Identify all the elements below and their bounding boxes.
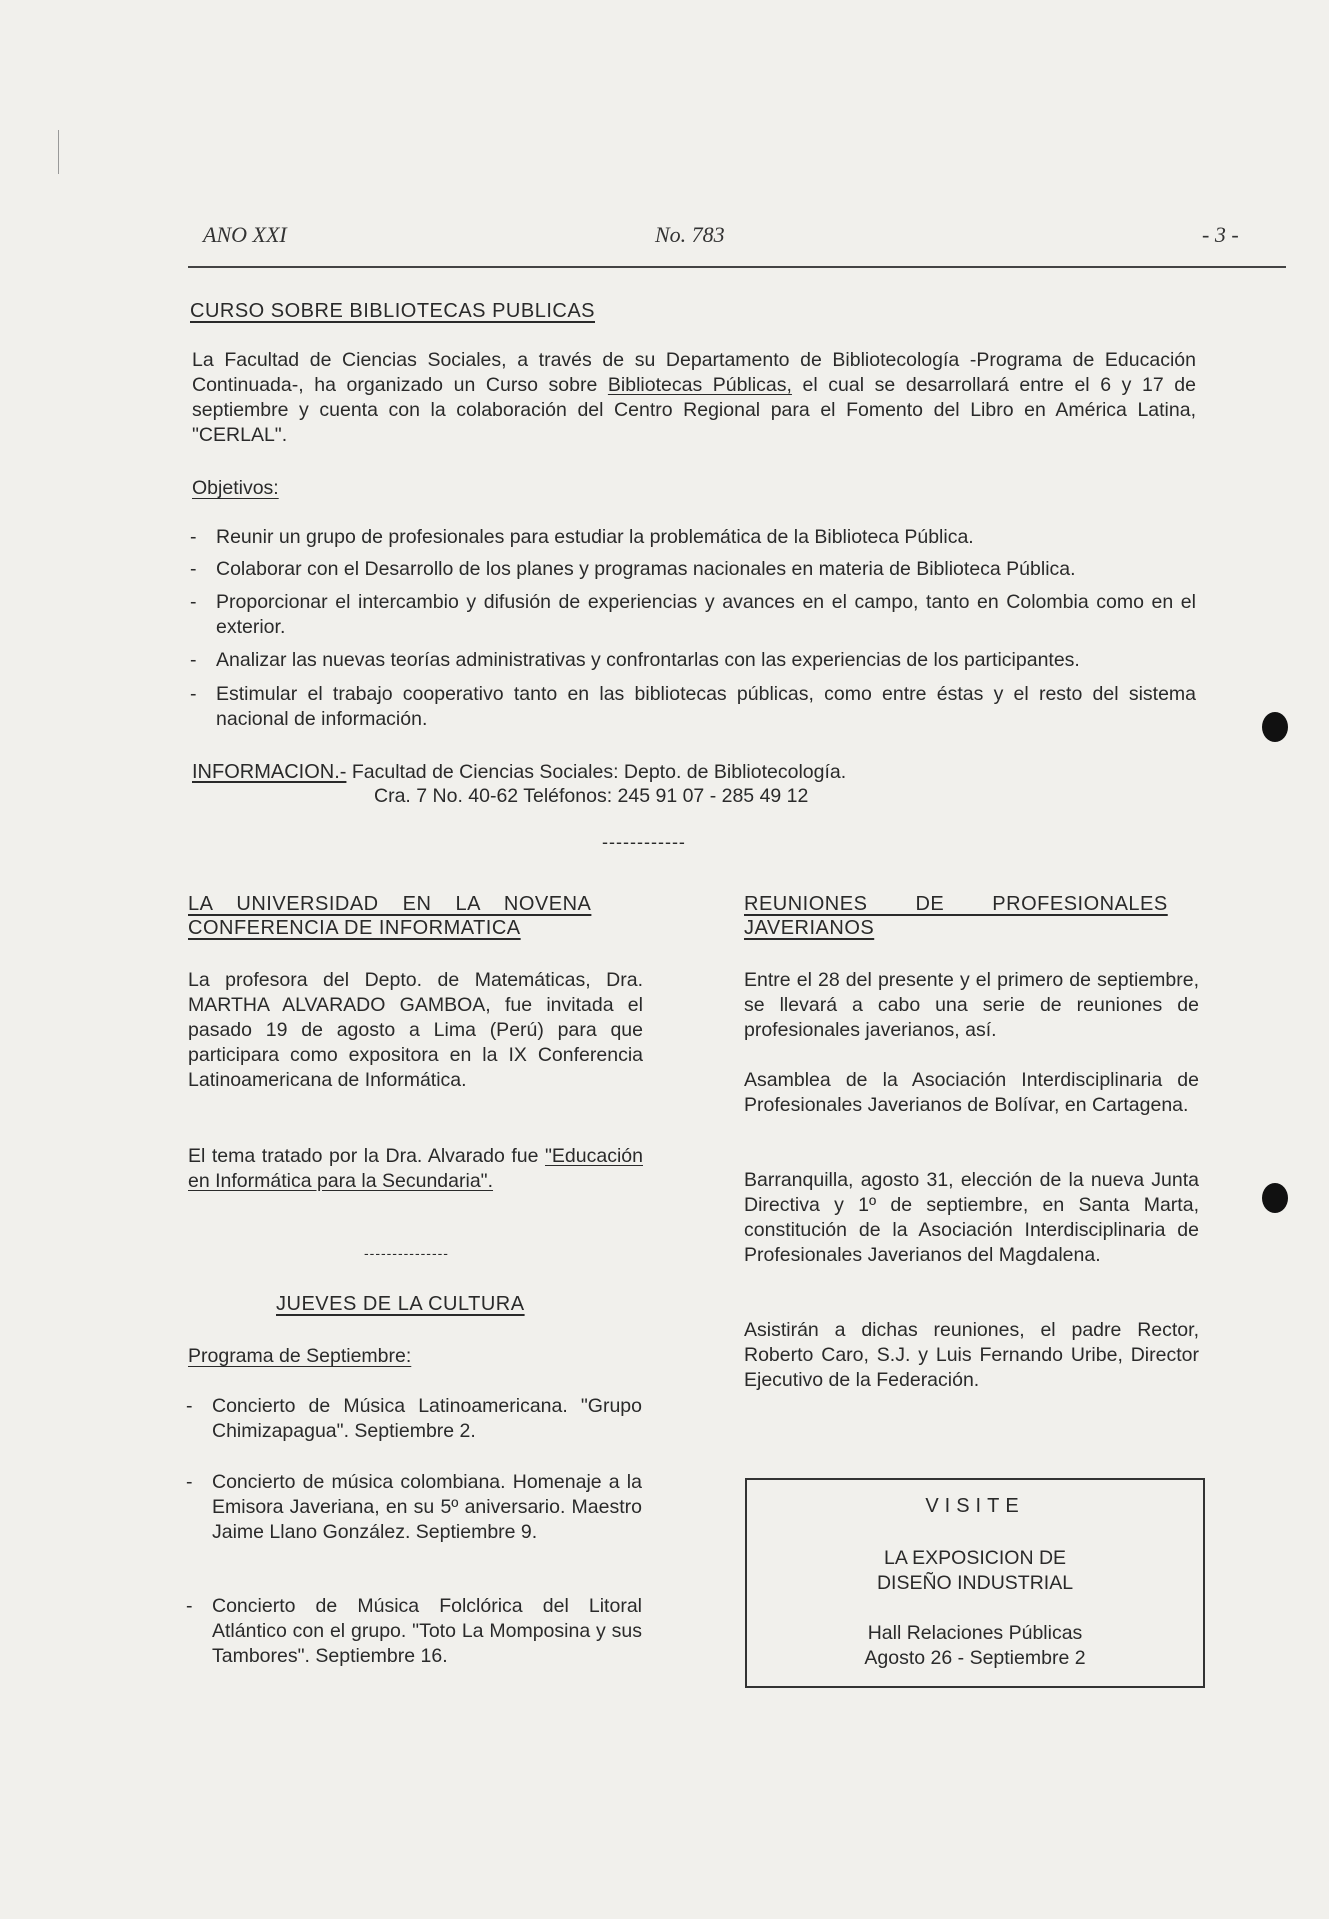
reuniones-para-2: Asamblea de la Asociación Interdisciplinaria de Profesionales Javerianos de Bolívar, en Cartagena. <box>744 1069 1199 1116</box>
section-separator: ------------ <box>602 832 686 852</box>
curso-intro <box>192 348 1196 448</box>
notice-line-3: Hall Relaciones Públicas <box>867 1622 1083 1644</box>
objetivo-item <box>190 525 1196 550</box>
punch-hole <box>1262 712 1288 742</box>
notice-visite: VISITE <box>925 1495 1025 1517</box>
curso-intro-part1: La Facultad de Ciencias Sociales, a través de su Departamento de Bibliotecología -Programa de Educación Continuada-, ha organizado un Curso sobre <box>192 349 1196 396</box>
universidad-title-line2: CONFERENCIA DE INFORMATICA <box>188 917 521 939</box>
programa-item-text: Concierto de Música Folclórica del Litoral Atlántico con el grupo. "Toto La Momposina y sus Tambores". Septiembre 16. <box>212 1595 642 1667</box>
curso-intro-link: Bibliotecas Públicas, <box>607 374 792 396</box>
punch-hole <box>1262 1183 1288 1213</box>
objetivo-text: Proporcionar el intercambio y difusión de experiencias y avances en el campo, tanto en Colombia como en el exterior. <box>216 591 1196 638</box>
header-issue-number: No. 783 <box>655 222 725 247</box>
reuniones-para-3: Barranquilla, agosto 31, elección de la nueva Junta Directiva y 1º de septiembre, en Santa Marta, constitución de la Asociación Interdisciplinaria de Profesionales Javerianos del Magdalena. <box>744 1169 1199 1266</box>
objetivo-item <box>190 557 1196 582</box>
objetivo-text: Colaborar con el Desarrollo de los planes y programas nacionales en materia de Biblioteca Pública. <box>216 558 1076 580</box>
info-line-1: Facultad de Ciencias Sociales: Depto. de Bibliotecología. <box>346 761 847 783</box>
bullet-dash: - <box>186 1395 193 1417</box>
curso-intro-part2: el cual se desarrollará entre el 6 y 17 de septiembre y cuenta con la colaboración del Centro Regional para el Fomento del Libro en América Latina, "CERLAL". <box>192 374 1196 446</box>
curso-title: CURSO SOBRE BIBLIOTECAS PUBLICAS <box>190 300 595 322</box>
notice-line-4: Agosto 26 - Septiembre 2 <box>864 1647 1086 1669</box>
margin-mark <box>58 130 59 174</box>
notice-line-1: LA EXPOSICION DE <box>883 1547 1067 1569</box>
bullet-dash: - <box>186 1595 193 1617</box>
exhibition-notice-box <box>745 1478 1205 1688</box>
reuniones-para-1: Entre el 28 del presente y el primero de septiembre, se llevará a cabo una serie de reuniones de profesionales javerianos, así. <box>744 969 1199 1041</box>
jueves-title: JUEVES DE LA CULTURA <box>276 1293 525 1315</box>
programa-item <box>186 1394 642 1444</box>
header-page-number: - 3 - <box>1202 222 1239 247</box>
bullet-dash: - <box>190 591 197 613</box>
header-year: ANO XXI <box>203 222 287 247</box>
programa-item <box>186 1470 642 1545</box>
objetivo-text: Analizar las nuevas teorías administrativas y confrontarlas con las experiencias de los participantes. <box>216 649 1080 671</box>
reuniones-title-line2: JAVERIANOS <box>744 917 875 939</box>
bullet-dash: - <box>190 649 197 671</box>
bullet-dash: - <box>190 526 197 548</box>
universidad-para-2 <box>188 1144 643 1194</box>
curso-info <box>192 760 1192 785</box>
info-line-2: Cra. 7 No. 40-62 Teléfonos: 245 91 07 - 285 49 12 <box>374 785 809 807</box>
objetivo-item <box>190 648 1196 673</box>
programa-label: Programa de Septiembre: <box>188 1345 412 1367</box>
programa-item <box>186 1594 642 1669</box>
header-rule <box>188 266 1286 268</box>
objetivos-label: Objetivos: <box>192 477 279 499</box>
programa-item-text: Concierto de música colombiana. Homenaje a la Emisora Javeriana, en su 5º aniversario. Maestro Jaime Llano González. Septiembre 9. <box>212 1471 642 1543</box>
programa-item-text: Concierto de Música Latinoamericana. "Grupo Chimizapagua". Septiembre 2. <box>212 1395 642 1442</box>
objetivo-text: Estimular el trabajo cooperativo tanto en las bibliotecas públicas, como entre éstas y el resto del sistema nacional de información. <box>216 683 1196 730</box>
universidad-title-line1: LA UNIVERSIDAD EN LA NOVENA <box>188 893 592 915</box>
objetivo-item <box>190 590 1196 640</box>
objetivo-text: Reunir un grupo de profesionales para estudiar la problemática de la Biblioteca Pública. <box>216 526 974 548</box>
bullet-dash: - <box>186 1471 193 1493</box>
reuniones-title-line1: REUNIONES DE PROFESIONALES <box>744 893 1168 915</box>
objetivo-item <box>190 682 1196 732</box>
column-separator: --------------- <box>364 1245 449 1261</box>
bullet-dash: - <box>190 558 197 580</box>
universidad-para-2-topic: "Educación en Informática para la Secundaria". <box>188 1145 643 1192</box>
bullet-dash: - <box>190 683 197 705</box>
universidad-para-2-intro: El tema tratado por la Dra. Alvarado fue <box>188 1145 545 1167</box>
universidad-para-1: La profesora del Depto. de Matemáticas, Dra. MARTHA ALVARADO GAMBOA, fue invitada el pasado 19 de agosto a Lima (Perú) para que participara como expositora en la IX Conferencia Latinoamericana de Informática. <box>188 969 643 1091</box>
reuniones-para-4: Asistirán a dichas reuniones, el padre Rector, Roberto Caro, S.J. y Luis Fernando Uribe, Director Ejecutivo de la Federación. <box>744 1319 1199 1391</box>
info-label: INFORMACION.- <box>192 761 347 783</box>
notice-line-2: DISEÑO INDUSTRIAL <box>876 1572 1074 1594</box>
